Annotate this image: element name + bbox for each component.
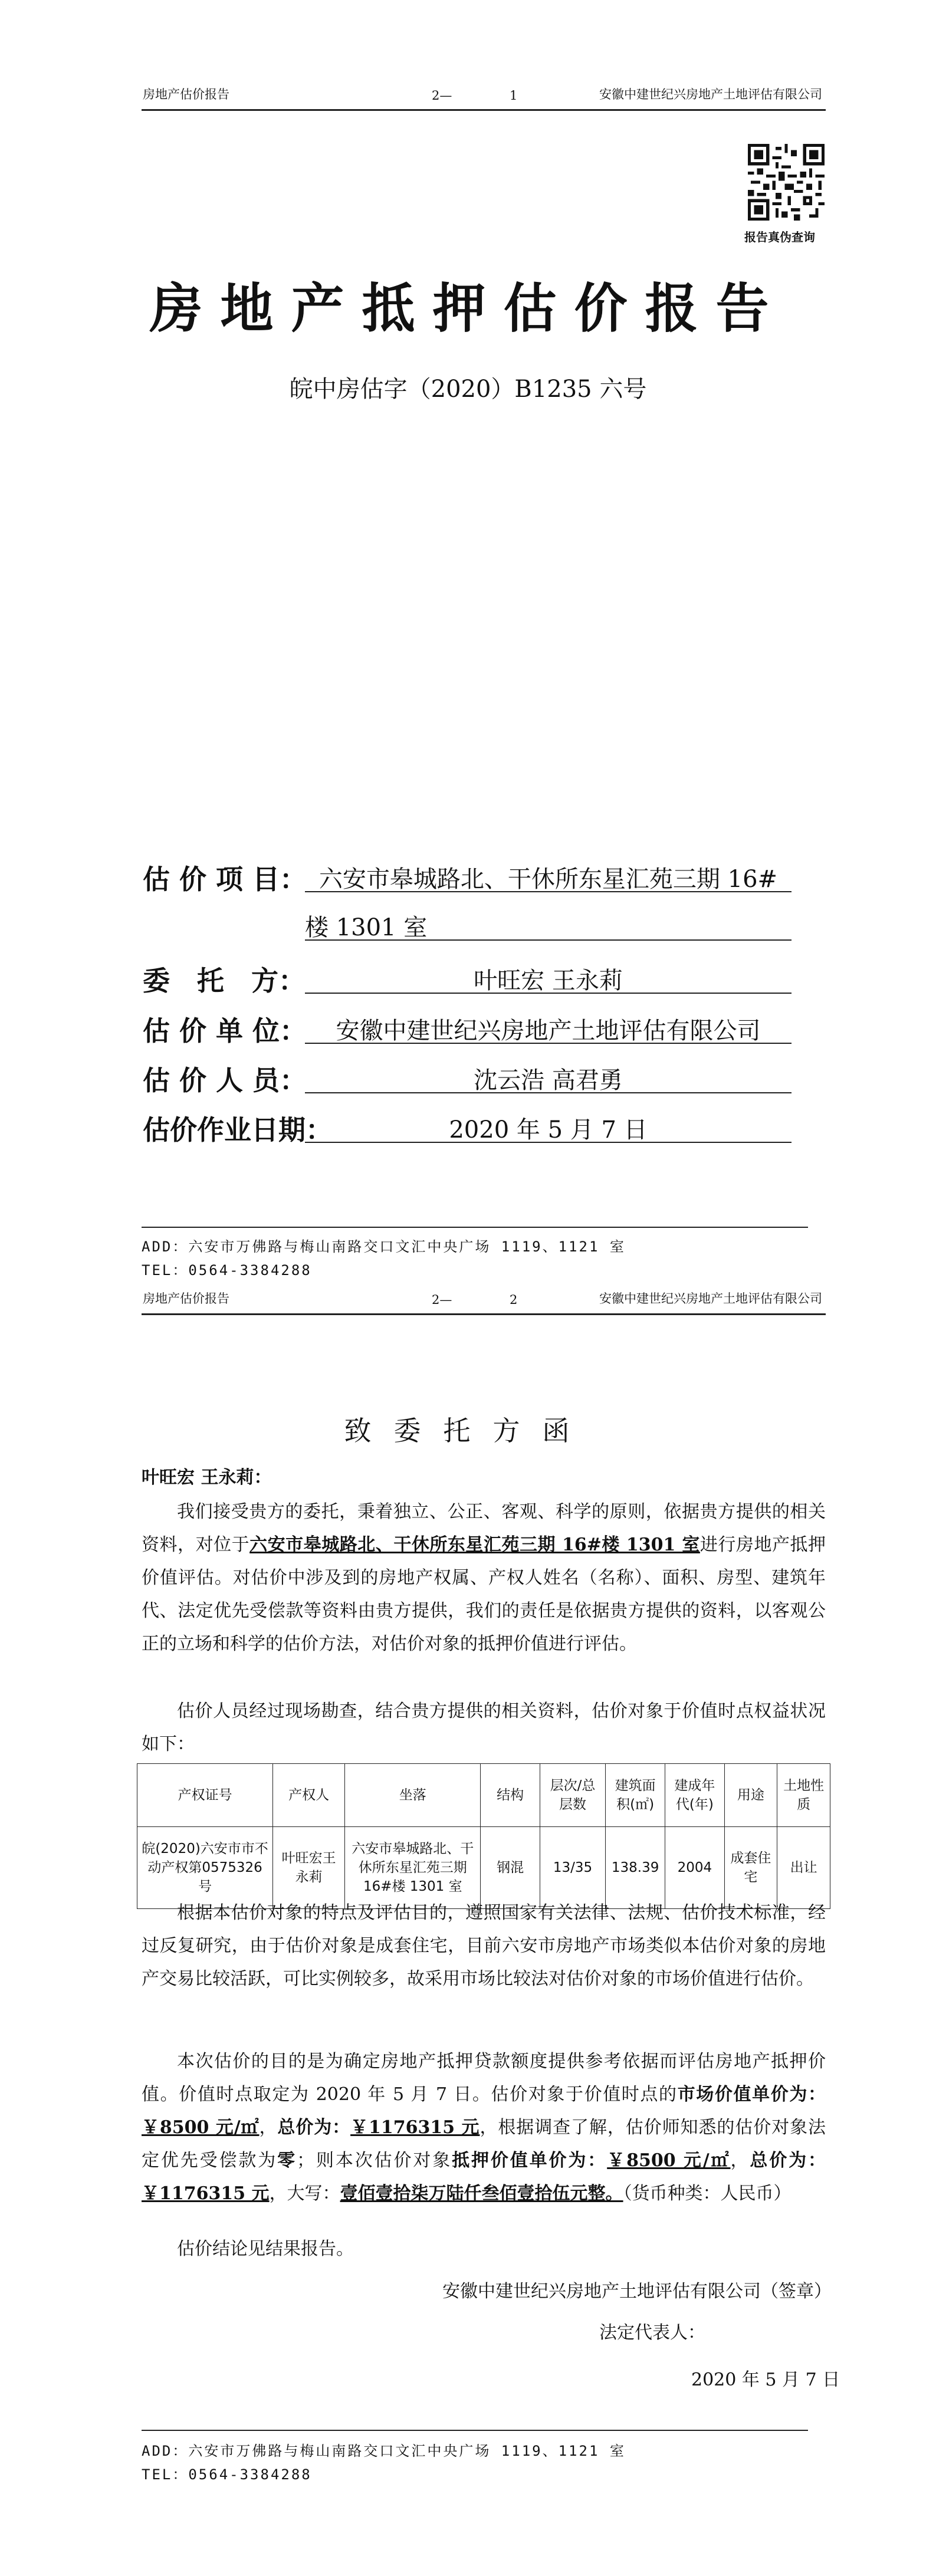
footer-address: ADD：六安市万佛路与梅山南路交口文汇中央广场 1119、1121 室 (142, 1238, 626, 1255)
table-cell: 六安市皋城路北、干休所东星汇苑三期 16#楼 1301 室 (345, 1827, 481, 1909)
letter-paragraph-5: 估价结论见结果报告。 (177, 2239, 354, 2259)
table-cell: 成套住宅 (724, 1827, 777, 1909)
field-client (143, 960, 803, 995)
footer-address: ADD：六安市万佛路与梅山南路交口文汇中央广场 1119、1121 室 (142, 2443, 626, 2459)
column-header: 层次/总层数 (540, 1764, 605, 1827)
header-company: 安徽中建世纪兴房地产土地评估有限公司 (599, 1292, 822, 1306)
market-total-label: 总价为： (277, 2117, 351, 2138)
table-cell: 叶旺宏王永莉 (273, 1827, 345, 1909)
letter-paragraph-2: 估价人员经过现场勘查，结合贵方提供的相关资料，估价对象于价值时点权益状况如下： (142, 1701, 826, 1754)
header-section: 2— (432, 1293, 452, 1307)
paragraph-text: 本次估价的目的是为确定房地产抵押贷款额度提供参考依据而评估房地产抵押价值。价值时点取定为 2020 年 5 月 7 日。估价对象于价值时点的 (142, 2051, 826, 2105)
report-title: 房地产抵押估价报告 (149, 278, 787, 340)
field-date (143, 1109, 803, 1144)
table-cell: 13/35 (540, 1827, 605, 1909)
header-report-name: 房地产估价报告 (143, 1292, 229, 1306)
column-header: 产权证号 (137, 1764, 273, 1827)
field-value: 楼 1301 室 (305, 909, 792, 941)
market-unit-price: ￥8500 元/㎡ (142, 2117, 260, 2138)
column-header: 用途 (724, 1764, 777, 1827)
footer-tel: TEL：0564-3384288 (142, 1262, 312, 1279)
letter-addressee: 叶旺宏 王永莉： (142, 1467, 272, 1488)
paragraph-text: （货币种类：人民币） (623, 2183, 792, 2204)
header-report-name: 房地产估价报告 (143, 87, 229, 101)
property-table (137, 1763, 830, 1909)
footer-tel: TEL：0564-3384288 (142, 2466, 312, 2483)
field-value: 安徽中建世纪兴房地产土地评估有限公司 (305, 1012, 792, 1044)
mortgage-unit-price: ￥8500 元/㎡ (607, 2150, 731, 2171)
page-header (142, 75, 826, 111)
field-value: 2020 年 5 月 7 日 (305, 1111, 792, 1143)
paragraph-text: ， (259, 2117, 278, 2138)
signature-date: 2020 年 5 月 7 日 (691, 2370, 840, 2390)
letter-title: 致委托方函 (344, 1415, 592, 1447)
field-label: 估价作业日期： (143, 1114, 333, 1146)
table-header-row (137, 1764, 830, 1827)
page-header (142, 1280, 826, 1315)
header-page-number: 1 (510, 88, 518, 103)
amount-in-words: 壹佰壹拾柒万陆仟叁佰壹拾伍元整。 (340, 2183, 623, 2204)
header-rule (142, 109, 826, 111)
table-cell: 138.39 (606, 1827, 665, 1909)
field-label: 估 价 项 目： (143, 863, 307, 895)
legal-representative: 法定代表人： (599, 2322, 705, 2343)
letter-paragraph-3: 根据本估价对象的特点及评估目的，遵照国家有关法律、法规、估价技术标准，经过反复研究，由于估价对象是成套住宅，目前六安市房地产市场类似本估价对象的房地产交易比较活跃，可比实例较多，故采用市场比较法对估价对象的市场价值进行估价。 (142, 1903, 826, 1989)
header-page-number: 2 (510, 1293, 518, 1307)
mortgage-unit-label: 抵押价值单价为： (452, 2150, 607, 2171)
table-cell: 皖(2020)六安市市不动产权第0575326号 (137, 1827, 273, 1909)
column-header: 建成年代(年) (665, 1764, 724, 1827)
paragraph-text: 我们接受贵方的委托，秉着独立、公正、客观、科学的原则，依据贵方提供的相关资料，对位于 (142, 1501, 826, 1555)
paragraph-text: ；则本次估价对象 (297, 2150, 452, 2171)
column-header: 坐落 (345, 1764, 481, 1827)
signature-company: 安徽中建世纪兴房地产土地评估有限公司（签章） (442, 2281, 832, 2302)
mortgage-total-price: ￥1176315 元 (142, 2183, 270, 2204)
field-project (143, 858, 803, 893)
field-value: 六安市皋城路北、干休所东星汇苑三期 16# (305, 860, 792, 892)
field-project-cont (143, 906, 803, 942)
property-address: 六安市皋城路北、干休所东星汇苑三期 16#楼 1301 室 (249, 1535, 700, 1555)
letter-paragraph-1 (142, 1496, 826, 1661)
document-number: 皖中房估字（2020）B1235 六号 (289, 376, 647, 403)
field-label: 估 价 单 位： (143, 1015, 307, 1047)
header-rule (142, 1313, 826, 1315)
table-cell: 出让 (777, 1827, 830, 1909)
mortgage-total-label: 总价为： (750, 2150, 826, 2171)
field-label: 委 托 方： (143, 965, 306, 997)
column-header: 产权人 (273, 1764, 345, 1827)
market-total-price: ￥1176315 元 (350, 2117, 480, 2138)
column-header: 建筑面积(㎡) (606, 1764, 665, 1827)
field-appraisers (143, 1059, 803, 1095)
footer-rule (142, 2430, 808, 2431)
header-section: 2— (432, 88, 452, 103)
column-header: 结构 (481, 1764, 540, 1827)
header-company: 安徽中建世纪兴房地产土地评估有限公司 (599, 87, 822, 101)
field-label: 估 价 人 员： (143, 1064, 307, 1096)
qr-caption: 报告真伪查询 (744, 230, 815, 244)
field-appraiser-unit (143, 1010, 803, 1045)
qr-code-icon (748, 144, 825, 221)
table-cell: 钢混 (481, 1827, 540, 1909)
market-unit-label: 市场价值单价为： (677, 2084, 826, 2105)
field-value: 叶旺宏 王永莉 (305, 962, 792, 994)
priority-claim-amount: 零 (277, 2150, 297, 2171)
footer-rule (142, 1227, 808, 1228)
paragraph-text: ， (730, 2150, 750, 2171)
column-header: 土地性质 (777, 1764, 830, 1827)
paragraph-text: ，根据调查了解，估价师知悉的估价对象法定优先受偿款为 (142, 2117, 826, 2171)
field-value: 沈云浩 高君勇 (305, 1062, 792, 1093)
table-cell: 2004 (665, 1827, 724, 1909)
letter-paragraph-4 (142, 2045, 826, 2210)
paragraph-text: 进行房地产抵押价值评估。对估价中涉及到的房地产权属、产权人姓名（名称）、面积、房型、建筑年代、法定优先受偿款等资料由贵方提供，我们的责任是依据贵方提供的资料，以客观公正的立场和科学的估价方法，对估价对象的抵押价值进行评估。 (142, 1535, 826, 1654)
paragraph-text: ，大写： (269, 2183, 340, 2204)
